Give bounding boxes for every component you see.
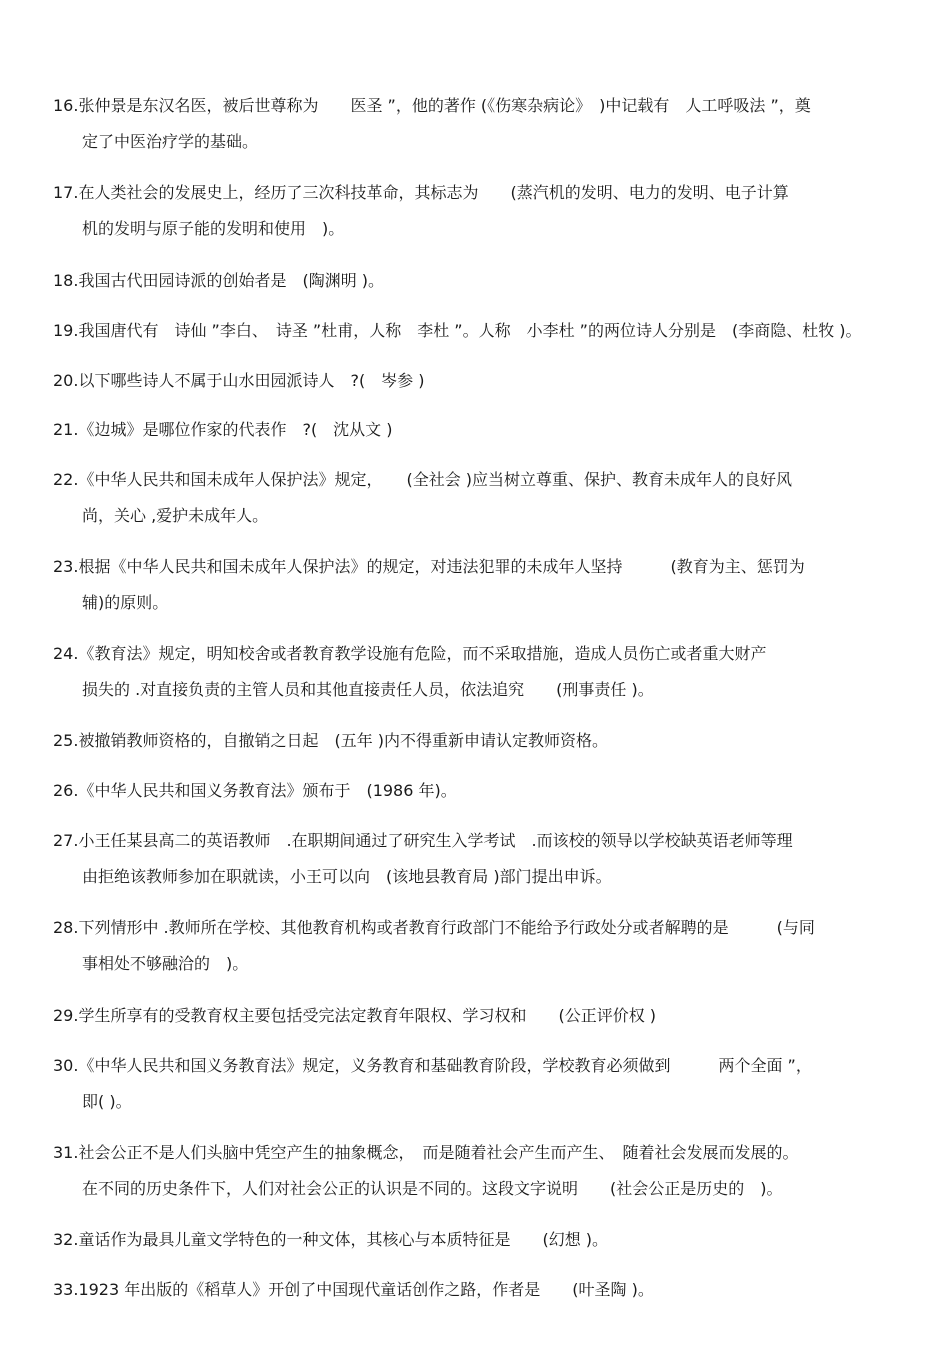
- question-26: [53, 773, 903, 809]
- question-18: [53, 263, 903, 299]
- question-line: 27.小王任某县高二的英语教师 .在职期间通过了研究生入学考试 .而该校的领导以学校缺英语老师等理: [53, 831, 793, 850]
- question-30: [53, 1048, 903, 1120]
- question-32: [53, 1222, 903, 1258]
- question-line: 31.社会公正不是人们头脑中凭空产生的抽象概念， 而是随着社会产生而产生、 随着社会发展而发展的。: [53, 1143, 799, 1162]
- question-line: 由拒绝该教师参加在职就读，小王可以向 (该地县教育局 )部门提出申诉。: [82, 867, 612, 886]
- question-line: 损失的 .对直接负责的主管人员和其他直接责任人员，依法追究 (刑事责任 )。: [82, 680, 654, 699]
- question-line: 28.下列情形中 .教师所在学校、其他教育机构或者教育行政部门不能给予行政处分或者解聘的是 (与同: [53, 918, 815, 937]
- question-33: [53, 1272, 903, 1308]
- question-31: [53, 1135, 903, 1207]
- question-line: 23.根据《中华人民共和国未成年人保护法》的规定，对违法犯罪的未成年人坚持 (教育为主、惩罚为: [53, 557, 805, 576]
- question-16: [53, 88, 903, 160]
- question-line: 30.《中华人民共和国义务教育法》规定，义务教育和基础教育阶段，学校教育必须做到 两个全面 ”，: [53, 1056, 812, 1075]
- question-line: 25.被撤销教师资格的，自撤销之日起 (五年 )内不得重新申请认定教师资格。: [53, 731, 609, 750]
- question-20: [53, 363, 903, 399]
- question-line: 21.《边城》是哪位作家的代表作 ?( 沈从文 ): [53, 420, 393, 439]
- question-line: 24.《教育法》规定，明知校舍或者教育教学设施有危险，而不采取措施，造成人员伤亡或者重大财产: [53, 644, 767, 663]
- question-line: 19.我国唐代有 诗仙 ”李白、 诗圣 ”杜甫，人称 李杜 ”。人称 小李杜 ”的两位诗人分别是 (李商隐、杜牧 )。: [53, 321, 862, 340]
- question-28: [53, 910, 903, 982]
- question-line: 即( )。: [82, 1092, 132, 1111]
- question-27: [53, 823, 903, 895]
- question-line: 事相处不够融洽的 )。: [82, 954, 249, 973]
- question-line: 33.1923 年出版的《稻草人》开创了中国现代童话创作之路，作者是 (叶圣陶 )。: [53, 1280, 654, 1299]
- question-line: 辅)的原则。: [82, 593, 169, 612]
- question-line: 26.《中华人民共和国义务教育法》颁布于 (1986 年)。: [53, 781, 457, 800]
- question-line: 机的发明与原子能的发明和使用 )。: [82, 219, 345, 238]
- question-line: 20.以下哪些诗人不属于山水田园派诗人 ?( 岑参 ): [53, 371, 425, 390]
- question-19: [53, 313, 903, 349]
- question-line: 尚，关心 ,爱护未成年人。: [82, 506, 269, 525]
- question-21: [53, 412, 903, 448]
- question-line: 29.学生所享有的受教育权主要包括受完法定教育年限权、学习权和 (公正评价权 ): [53, 1006, 657, 1025]
- question-29: [53, 998, 903, 1034]
- question-25: [53, 723, 903, 759]
- question-line: 16.张仲景是东汉名医，被后世尊称为 医圣 ”，他的著作 (《伤寒杂病论》 )中记载有 人工呼吸法 ”，奠: [53, 96, 811, 115]
- question-23: [53, 549, 903, 621]
- question-line: 18.我国古代田园诗派的创始者是 (陶渊明 )。: [53, 271, 385, 290]
- question-line: 定了中医治疗学的基础。: [82, 132, 259, 151]
- question-line: 22.《中华人民共和国未成年人保护法》规定， (全社会 )应当树立尊重、保护、教育未成年人的良好风: [53, 470, 793, 489]
- question-22: [53, 462, 903, 534]
- question-line: 32.童话作为最具儿童文学特色的一种文体，其核心与本质特征是 (幻想 )。: [53, 1230, 609, 1249]
- question-line: 在不同的历史条件下，人们对社会公正的认识是不同的。这段文字说明 (社会公正是历史的 )。: [82, 1179, 783, 1198]
- question-17: [53, 175, 903, 247]
- question-line: 17.在人类社会的发展史上，经历了三次科技革命，其标志为 (蒸汽机的发明、电力的发明、电子计算: [53, 183, 789, 202]
- question-24: [53, 636, 903, 708]
